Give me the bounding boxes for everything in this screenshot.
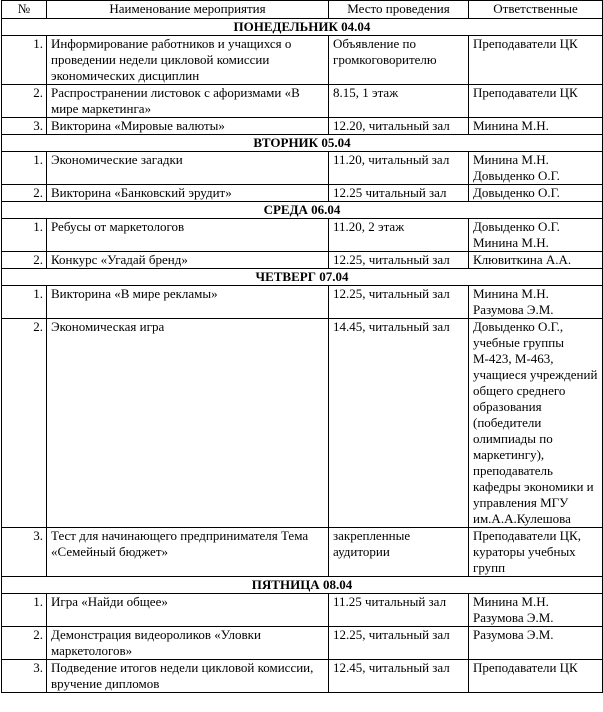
row-num: 1.	[2, 286, 47, 319]
event-place: 12.25, читальный зал	[329, 286, 469, 319]
day-row	[2, 202, 603, 219]
event-place: 14.45, читальный зал	[329, 319, 469, 528]
event-name: Конкурс «Угадай бренд»	[47, 252, 329, 269]
table-row	[2, 627, 603, 660]
table-row	[2, 36, 603, 85]
row-num: 2.	[2, 319, 47, 528]
event-place: 11.20, 2 этаж	[329, 219, 469, 252]
schedule-table	[1, 0, 603, 693]
row-num: 2.	[2, 252, 47, 269]
header-responsible: Ответственные	[469, 1, 603, 19]
event-place: 11.25 читальный зал	[329, 594, 469, 627]
event-responsible: Довыденко О.Г., учебные группы М-423, М-463, учащиеся учреждений общего среднего образования (победители олимпиады по маркетингу), преподаватель кафедры экономики и управления МГУ им.А.А.Кулешова	[469, 319, 603, 528]
event-name: Викторина «В мире рекламы»	[47, 286, 329, 319]
event-responsible: Преподаватели ЦК	[469, 85, 603, 118]
event-name: Распространении листовок с афоризмами «В мире маркетинга»	[47, 85, 329, 118]
event-name: Игра «Найди общее»	[47, 594, 329, 627]
row-num: 2.	[2, 627, 47, 660]
row-num: 2.	[2, 185, 47, 202]
day-title: ЧЕТВЕРГ 07.04	[2, 269, 603, 286]
header-num: №	[2, 1, 47, 19]
table-row	[2, 660, 603, 693]
event-place: 8.15, 1 этаж	[329, 85, 469, 118]
event-name: Экономические загадки	[47, 152, 329, 185]
day-title: СРЕДА 06.04	[2, 202, 603, 219]
day-title: ВТОРНИК 05.04	[2, 135, 603, 152]
table-row	[2, 118, 603, 135]
event-responsible: Минина М.Н. Разумова Э.М.	[469, 594, 603, 627]
event-name: Демонстрация видеороликов «Уловки маркетологов»	[47, 627, 329, 660]
event-responsible: Преподаватели ЦК, кураторы учебных групп	[469, 528, 603, 577]
event-responsible: Минина М.Н.	[469, 118, 603, 135]
event-name: Викторина «Мировые валюты»	[47, 118, 329, 135]
event-responsible: Разумова Э.М.	[469, 627, 603, 660]
event-name: Экономическая игра	[47, 319, 329, 528]
event-responsible: Преподаватели ЦК	[469, 36, 603, 85]
header-row	[2, 1, 603, 19]
event-place: 12.25, читальный зал	[329, 252, 469, 269]
event-name: Подведение итогов недели цикловой комиссии, вручение дипломов	[47, 660, 329, 693]
table-row	[2, 152, 603, 185]
row-num: 1.	[2, 594, 47, 627]
table-row	[2, 319, 603, 528]
table-row	[2, 286, 603, 319]
event-place: 12.20, читальный зал	[329, 118, 469, 135]
event-place: Объявление по громкоговорителю	[329, 36, 469, 85]
event-place: закрепленные аудитории	[329, 528, 469, 577]
day-row	[2, 269, 603, 286]
event-responsible: Довыденко О.Г.	[469, 185, 603, 202]
row-num: 3.	[2, 118, 47, 135]
table-row	[2, 85, 603, 118]
event-responsible: Минина М.Н. Довыденко О.Г.	[469, 152, 603, 185]
event-name: Ребусы от маркетологов	[47, 219, 329, 252]
event-responsible: Преподаватели ЦК	[469, 660, 603, 693]
table-row	[2, 594, 603, 627]
day-row	[2, 19, 603, 36]
event-name: Викторина «Банковский эрудит»	[47, 185, 329, 202]
event-responsible: Довыденко О.Г. Минина М.Н.	[469, 219, 603, 252]
event-place: 11.20, читальный зал	[329, 152, 469, 185]
day-row	[2, 135, 603, 152]
day-row	[2, 577, 603, 594]
event-responsible: Минина М.Н. Разумова Э.М.	[469, 286, 603, 319]
table-row	[2, 185, 603, 202]
day-title: ПЯТНИЦА 08.04	[2, 577, 603, 594]
row-num: 1.	[2, 152, 47, 185]
header-place: Место проведения	[329, 1, 469, 19]
row-num: 3.	[2, 660, 47, 693]
row-num: 1.	[2, 219, 47, 252]
event-place: 12.25 читальный зал	[329, 185, 469, 202]
row-num: 2.	[2, 85, 47, 118]
event-place: 12.25, читальный зал	[329, 627, 469, 660]
event-name: Информирование работников и учащихся о проведении недели цикловой комиссии экономических дисциплин	[47, 36, 329, 85]
table-row	[2, 252, 603, 269]
table-row	[2, 528, 603, 577]
table-row	[2, 219, 603, 252]
event-name: Тест для начинающего предпринимателя Тема «Семейный бюджет»	[47, 528, 329, 577]
event-responsible: Клювиткина А.А.	[469, 252, 603, 269]
event-place: 12.45, читальный зал	[329, 660, 469, 693]
row-num: 3.	[2, 528, 47, 577]
header-name: Наименование мероприятия	[47, 1, 329, 19]
day-title: ПОНЕДЕЛЬНИК 04.04	[2, 19, 603, 36]
row-num: 1.	[2, 36, 47, 85]
